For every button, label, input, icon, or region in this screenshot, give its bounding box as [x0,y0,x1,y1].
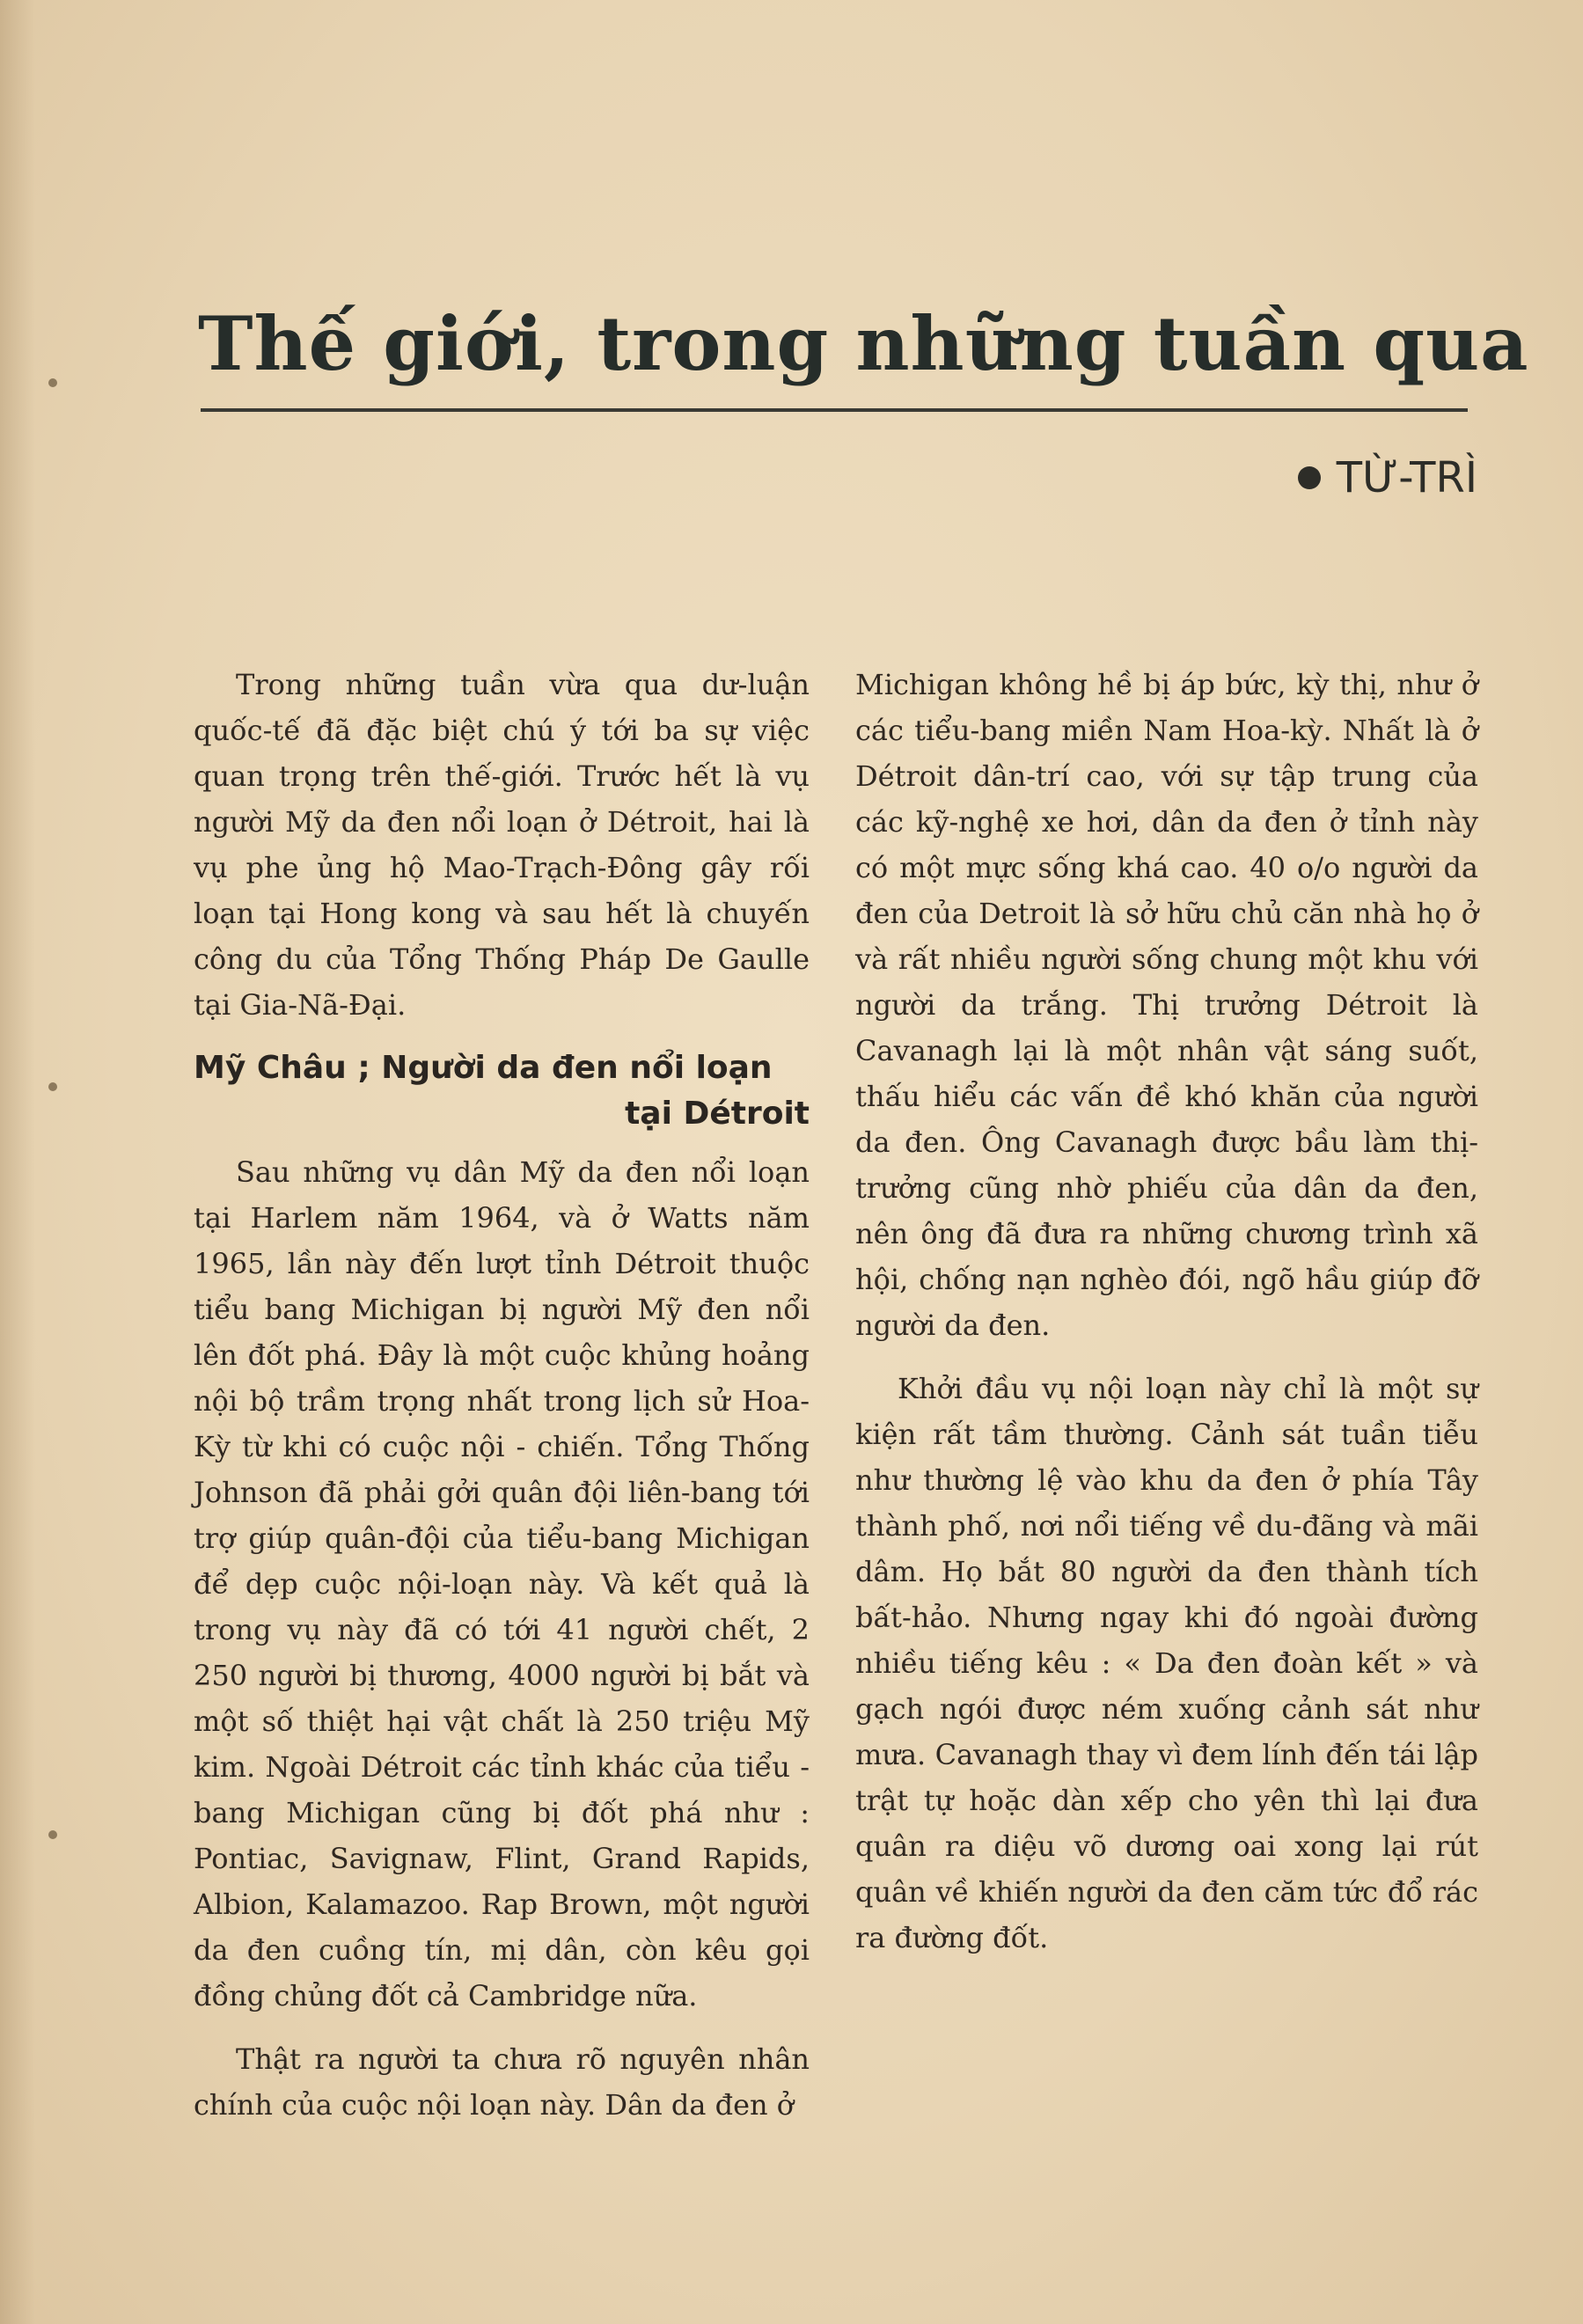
body-paragraph-continued: Michigan không hề bị áp bức, kỳ thị, như ở các tiểu-bang miền Nam Hoa-kỳ. Nhất là ở Détroit dân-trí cao, với sự tập trung của các kỹ-nghệ xe hơi, dân da đen ở tỉnh này có một mực sống khá cao. 40 o/o người da đen của Detroit là sở hữu chủ căn nhà họ ở và rất nhiều người sống chung một khu với người da trắng. Thị trưởng Détroit là Cavanagh lại là một nhân vật sáng suốt, thấu hiểu các vấn đề khó khăn của người da đen. Ông Cavanagh được bầu làm thị-trưởng cũng nhờ phiếu của dân da đen, nên ông đã đưa ra những chương trình xã hội, chống nạn nghèo đói, ngõ hầu giúp đỡ người da đen. [855,668,1478,1342]
section-heading-line1: Mỹ Châu ; Người da đen nổi loạn [194,1050,773,1086]
binding-hole [48,1830,57,1839]
binding-hole [48,378,57,387]
binding-hole [48,1082,57,1091]
page-fold-shadow [0,0,35,2324]
article-title: Thế giới, trong những tuần qua [198,300,1529,387]
title-rule [201,408,1468,412]
column-right [855,662,1478,1978]
intro-paragraph: Trong những tuần vừa qua dư-luận quốc-tế đã đặc biệt chú ý tới ba sự việc quan trọng trên thế-giới. Trước hết là vụ người Mỹ da đen nổi loạn ở Détroit, hai là vụ phe ủng hộ Mao-Trạch-Đông gây rối loạn tại Hong kong và sau hết là chuyến công du của Tổng Thống Pháp De Gaulle tại Gia-Nã-Đại. [194,668,810,1022]
bullet-icon [1298,466,1321,489]
section-heading [194,1045,810,1137]
section-heading-line2: tại Détroit [625,1096,810,1132]
body-paragraph: Sau những vụ dân Mỹ da đen nổi loạn tại Harlem năm 1964, và ở Watts năm 1965, lần này đến lượt tỉnh Détroit thuộc tiểu bang Michigan bị người Mỹ đen nổi lên đốt phá. Đây là một cuộc khủng hoảng nội bộ trầm trọng nhất trong lịch sử Hoa-Kỳ từ khi có cuộc nội - chiến. Tổng Thống Johnson đã phải gởi quân đội liên-bang tới trợ giúp quân-đội của tiểu-bang Michigan để dẹp cuộc nội-loạn này. Và kết quả là trong vụ này đã có tới 41 người chết, 2 250 người bị thương, 4000 người bị bắt và một số thiệt hại vật chất là 250 triệu Mỹ kim. Ngoài Détroit các tỉnh khác của tiểu - bang Michigan cũng bị đốt phá như : Pontiac, Savignaw, Flint, Grand Rapids, Albion, Kalamazoo. Rap Brown, một người da đen cuồng tín, mị dân, còn kêu gọi đồng chủng đốt cả Cambridge nữa. [194,1155,810,2012]
author-name: TỪ-TRÌ [1336,453,1477,502]
body-paragraph: Khởi đầu vụ nội loạn này chỉ là một sự kiện rất tầm thường. Cảnh sát tuần tiễu như thường lệ vào khu da đen ở phía Tây thành phố, nơi nổi tiếng về du-đãng và mãi dâm. Họ bắt 80 người da đen thành tích bất-hảo. Nhưng ngay khi đó ngoài đường nhiều tiếng kêu : « Da đen đoàn kết » và gạch ngói được ném xuống cảnh sát như mưa. Cavanagh thay vì đem lính đến tái lập trật tự hoặc dàn xếp cho yên thì lại đưa quân ra diệu võ dương oai xong lại rút quân về khiến người da đen căm tức đổ rác ra đường đốt. [855,1372,1478,1954]
body-paragraph: Thật ra người ta chưa rõ nguyên nhân chính của cuộc nội loạn này. Dân da đen ở [194,2042,810,2122]
author-byline [1298,453,1477,502]
column-left [194,662,810,2145]
